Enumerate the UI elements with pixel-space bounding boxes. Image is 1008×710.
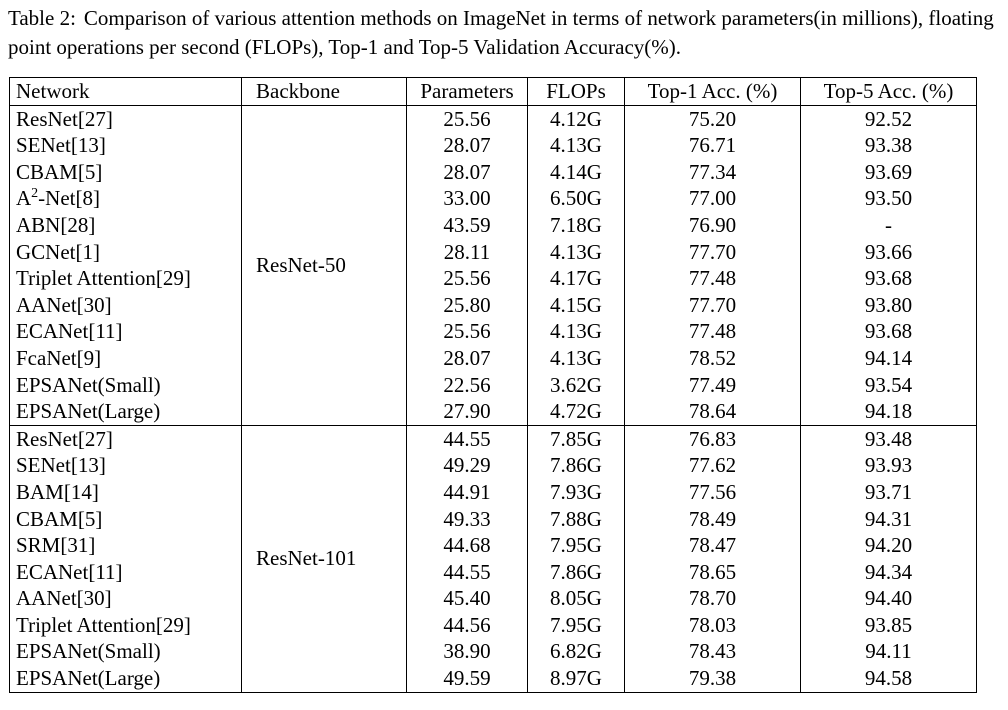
cell-flops: 6.50G bbox=[528, 185, 625, 212]
table-row bbox=[10, 452, 977, 479]
cell-top1: 77.62 bbox=[625, 452, 801, 479]
cell-flops: 4.15G bbox=[528, 292, 625, 319]
cell-network: SRM[31] bbox=[10, 532, 242, 559]
cell-top1: 78.47 bbox=[625, 532, 801, 559]
table-row bbox=[10, 292, 977, 319]
cell-network: EPSANet(Large) bbox=[10, 398, 242, 425]
header-top1: Top-1 Acc. (%) bbox=[625, 78, 801, 106]
cell-top1: 77.70 bbox=[625, 292, 801, 319]
cell-parameters: 49.33 bbox=[407, 506, 528, 533]
cell-parameters: 22.56 bbox=[407, 372, 528, 399]
cell-top5: 93.48 bbox=[801, 425, 977, 452]
cell-top1: 77.00 bbox=[625, 185, 801, 212]
cell-flops: 7.18G bbox=[528, 212, 625, 239]
cell-network: ResNet[27] bbox=[10, 105, 242, 132]
cell-parameters: 28.07 bbox=[407, 132, 528, 159]
cell-flops: 4.72G bbox=[528, 398, 625, 425]
cell-parameters: 43.59 bbox=[407, 212, 528, 239]
table-row bbox=[10, 638, 977, 665]
header-flops: FLOPs bbox=[528, 78, 625, 106]
cell-parameters: 44.68 bbox=[407, 532, 528, 559]
cell-top5: 93.66 bbox=[864, 239, 913, 264]
cell-top1: 76.83 bbox=[625, 425, 801, 452]
table-row bbox=[10, 159, 977, 186]
cell-top5: 93.93 bbox=[864, 453, 913, 478]
cell-top1: 77.49 bbox=[625, 372, 801, 399]
cell-top1: 78.49 bbox=[625, 506, 801, 533]
table-row bbox=[10, 398, 977, 425]
cell-top1: 78.65 bbox=[625, 559, 801, 586]
cell-parameters: 49.29 bbox=[407, 452, 528, 479]
cell-top1: 77.34 bbox=[625, 159, 801, 186]
cell-parameters: 44.56 bbox=[407, 612, 528, 639]
table-row bbox=[10, 372, 977, 399]
cell-network: EPSANet(Small) bbox=[10, 372, 242, 399]
cell-flops: 7.85G bbox=[528, 425, 625, 452]
cell-top1: 75.20 bbox=[625, 105, 801, 132]
cell-top5: 93.50 bbox=[864, 186, 913, 211]
cell-top5: 93.69 bbox=[864, 159, 913, 184]
cell-top1: 77.56 bbox=[625, 479, 801, 506]
header-network: Network bbox=[10, 78, 242, 106]
cell-network: ECANet[11] bbox=[10, 318, 242, 345]
cell-top1: 78.70 bbox=[625, 585, 801, 612]
cell-network: Triplet Attention[29] bbox=[10, 265, 242, 292]
cell-parameters: 45.40 bbox=[407, 585, 528, 612]
table-row bbox=[10, 532, 977, 559]
cell-top5: 94.14 bbox=[864, 345, 913, 370]
cell-network: AANet[30] bbox=[10, 292, 242, 319]
table-row bbox=[10, 345, 977, 372]
cell-network: EPSANet(Large) bbox=[10, 665, 242, 692]
cell-network: SENet[13] bbox=[10, 132, 242, 159]
cell-backbone: ResNet-101 bbox=[242, 425, 407, 692]
header-parameters: Parameters bbox=[407, 78, 528, 106]
table-row bbox=[10, 185, 977, 212]
cell-top5: 93.68 bbox=[864, 266, 913, 291]
cell-flops: 4.12G bbox=[528, 105, 625, 132]
table-row bbox=[10, 479, 977, 506]
cell-network: $A^2-Net[8]$ bbox=[10, 185, 242, 212]
cell-network: ECANet[11] bbox=[10, 559, 242, 586]
cell-top1: 76.90 bbox=[625, 212, 801, 239]
cell-top5: 92.52 bbox=[864, 106, 913, 131]
cell-top5: 93.54 bbox=[864, 372, 913, 397]
cell-network: EPSANet(Small) bbox=[10, 638, 242, 665]
cell-parameters: 25.80 bbox=[407, 292, 528, 319]
cell-top5: 94.31 bbox=[864, 506, 913, 531]
header-backbone: Backbone bbox=[242, 78, 407, 106]
cell-top1: 79.38 bbox=[625, 665, 801, 692]
table-body bbox=[10, 105, 977, 692]
cell-flops: 4.13G bbox=[528, 345, 625, 372]
cell-network: SENet[13] bbox=[10, 452, 242, 479]
cell-parameters: 25.56 bbox=[407, 105, 528, 132]
cell-parameters: 44.55 bbox=[407, 559, 528, 586]
cell-flops: 7.86G bbox=[528, 559, 625, 586]
cell-flops: 4.14G bbox=[528, 159, 625, 186]
cell-top5: 94.20 bbox=[864, 533, 913, 558]
cell-network: ResNet[27] bbox=[10, 425, 242, 452]
cell-top1: 78.52 bbox=[625, 345, 801, 372]
cell-top5: - bbox=[885, 212, 892, 237]
cell-top1: 77.70 bbox=[625, 239, 801, 266]
cell-top5: 94.34 bbox=[864, 559, 913, 584]
cell-parameters: 44.91 bbox=[407, 479, 528, 506]
table-caption bbox=[8, 4, 1000, 62]
cell-top5: 93.85 bbox=[864, 612, 913, 637]
header-top5: Top-5 Acc. (%) bbox=[801, 78, 977, 106]
cell-network: BAM[14] bbox=[10, 479, 242, 506]
cell-flops: 4.13G bbox=[528, 239, 625, 266]
table-row bbox=[10, 239, 977, 266]
cell-network: AANet[30] bbox=[10, 585, 242, 612]
cell-top5: 93.71 bbox=[864, 479, 913, 504]
cell-parameters: 33.00 bbox=[407, 185, 528, 212]
table-row bbox=[10, 212, 977, 239]
cell-backbone: ResNet-50 bbox=[242, 105, 407, 425]
cell-network: CBAM[5] bbox=[10, 159, 242, 186]
cell-network: CBAM[5] bbox=[10, 506, 242, 533]
cell-parameters: 28.07 bbox=[407, 159, 528, 186]
cell-parameters: 25.56 bbox=[407, 318, 528, 345]
header-row bbox=[10, 78, 977, 106]
cell-flops: 4.17G bbox=[528, 265, 625, 292]
table-row bbox=[10, 506, 977, 533]
cell-parameters: 27.90 bbox=[407, 398, 528, 425]
cell-network: GCNet[1] bbox=[10, 239, 242, 266]
cell-parameters: 28.07 bbox=[407, 345, 528, 372]
cell-flops: 7.95G bbox=[528, 612, 625, 639]
cell-flops: 7.95G bbox=[528, 532, 625, 559]
cell-top5: 93.80 bbox=[864, 292, 913, 317]
cell-flops: 4.13G bbox=[528, 132, 625, 159]
cell-flops: 6.82G bbox=[528, 638, 625, 665]
cell-top1: 76.71 bbox=[625, 132, 801, 159]
cell-flops: 3.62G bbox=[528, 372, 625, 399]
cell-parameters: 28.11 bbox=[407, 239, 528, 266]
cell-parameters: 25.56 bbox=[407, 265, 528, 292]
cell-flops: 8.05G bbox=[528, 585, 625, 612]
table-row bbox=[10, 425, 977, 452]
table-row bbox=[10, 585, 977, 612]
table-row bbox=[10, 318, 977, 345]
cell-top5: 93.68 bbox=[864, 319, 913, 344]
cell-parameters: 38.90 bbox=[407, 638, 528, 665]
table-row bbox=[10, 559, 977, 586]
cell-top5: 94.58 bbox=[864, 666, 913, 691]
cell-top5: 94.11 bbox=[865, 639, 912, 664]
cell-top1: 78.03 bbox=[625, 612, 801, 639]
cell-top1: 78.64 bbox=[625, 398, 801, 425]
cell-top1: 78.43 bbox=[625, 638, 801, 665]
cell-network: Triplet Attention[29] bbox=[10, 612, 242, 639]
cell-parameters: 49.59 bbox=[407, 665, 528, 692]
cell-parameters: 44.55 bbox=[407, 425, 528, 452]
cell-flops: 8.97G bbox=[528, 665, 625, 692]
table-row bbox=[10, 105, 977, 132]
cell-network: FcaNet[9] bbox=[10, 345, 242, 372]
table-row bbox=[10, 132, 977, 159]
table-row bbox=[10, 665, 977, 692]
cell-flops: 7.93G bbox=[528, 479, 625, 506]
cell-flops: 4.13G bbox=[528, 318, 625, 345]
cell-network: ABN[28] bbox=[10, 212, 242, 239]
cell-top1: 77.48 bbox=[625, 318, 801, 345]
cell-top5: 94.18 bbox=[864, 399, 913, 424]
cell-top5: 94.40 bbox=[864, 586, 913, 611]
cell-flops: 7.88G bbox=[528, 506, 625, 533]
caption-label: Table 2: bbox=[8, 6, 76, 30]
cell-top5: 93.38 bbox=[864, 133, 913, 158]
results-table bbox=[9, 77, 977, 693]
table-row bbox=[10, 265, 977, 292]
caption-text: Comparison of various attention methods on ImageNet in terms of network parameters(in millions), floating point operations per second (FLOPs), Top-1 and Top-5 Validation Accuracy(%). bbox=[8, 6, 994, 59]
cell-flops: 7.86G bbox=[528, 452, 625, 479]
cell-top1: 77.48 bbox=[625, 265, 801, 292]
table-row bbox=[10, 612, 977, 639]
